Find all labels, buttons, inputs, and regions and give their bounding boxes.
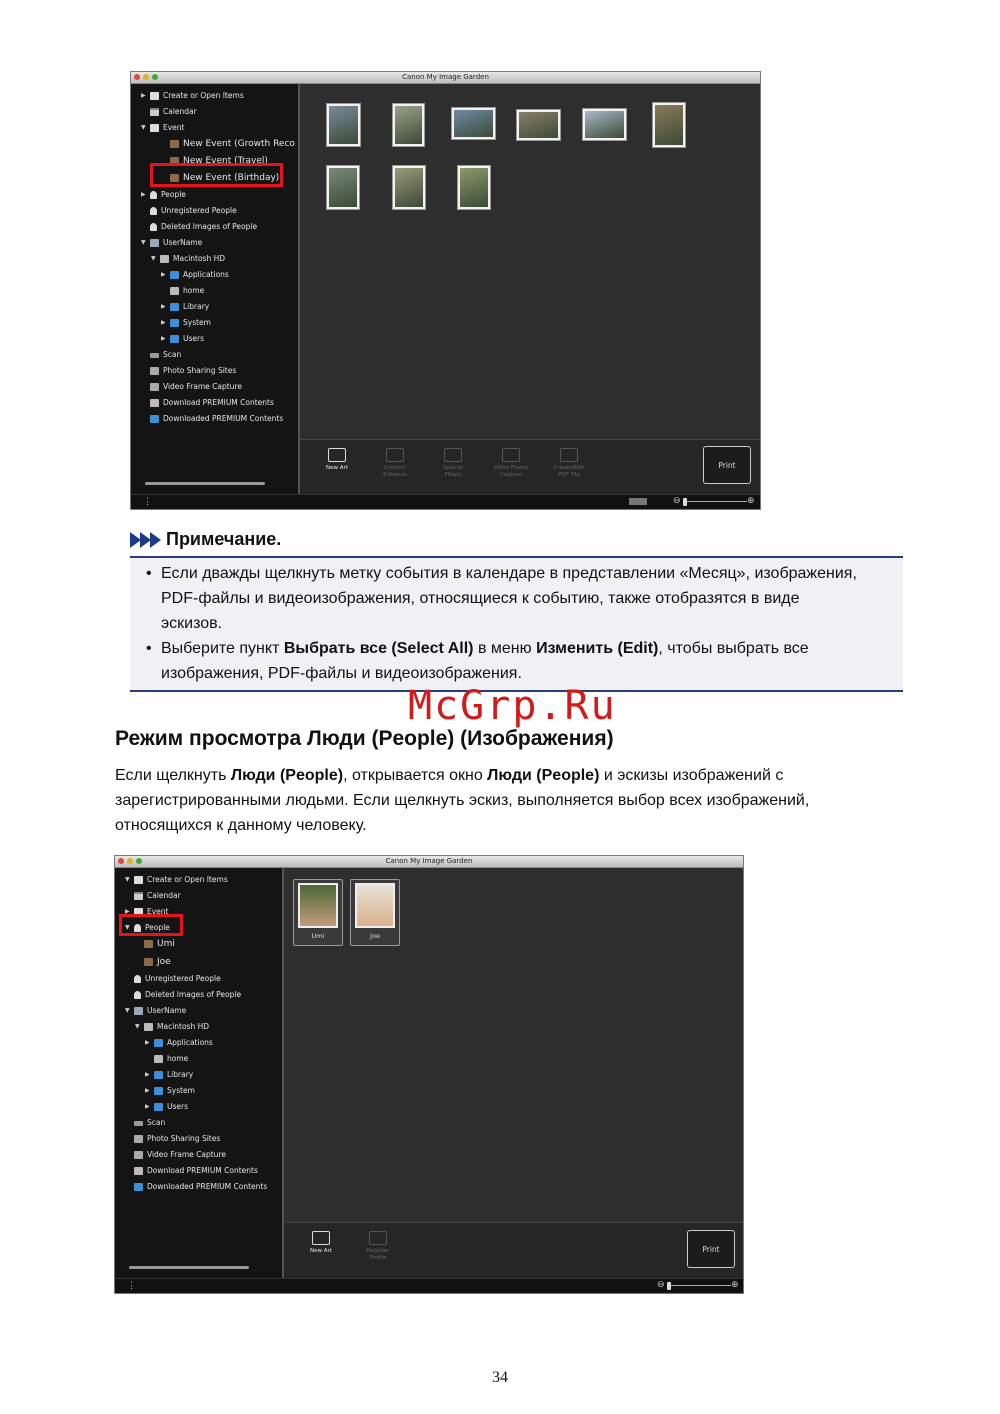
photo-thumbnail[interactable] [326, 103, 361, 147]
close-window-button[interactable] [134, 74, 140, 80]
tool-new-art[interactable] [316, 448, 358, 472]
person-face-image [355, 883, 395, 928]
photo-thumbnail[interactable] [457, 165, 491, 210]
sidebar-item-scan[interactable] [141, 348, 181, 362]
sidebar-item-label: home [167, 1054, 189, 1063]
disclosure-expanded-icon[interactable]: ▼ [125, 924, 130, 931]
close-window-button[interactable] [118, 858, 124, 864]
sidebar-item-label: Event [147, 907, 169, 916]
bullet-icon: • [146, 565, 152, 582]
note-line: Если дважды щелкнуть метку события в календаре в представлении «Месяц», изображения, [161, 565, 857, 582]
disclosure-collapsed-icon[interactable]: ▶ [145, 1103, 150, 1110]
sidebar-item-label: Deleted Images of People [145, 990, 242, 999]
sidebar-item-label: Video Frame Capture [147, 1150, 226, 1159]
sidebar-item-library[interactable] [145, 1068, 193, 1082]
disclosure-collapsed-icon[interactable]: ▶ [141, 92, 146, 99]
note-heading: Примечание. [130, 529, 281, 550]
window-title: Canon My Image Garden [385, 857, 473, 865]
sidebar-item-deleted-images-of-people[interactable] [125, 988, 241, 1002]
photo-image [460, 168, 488, 207]
sidebar-item-label: New Event (Birthday) [183, 173, 280, 183]
watermark: McGrp.Ru [408, 683, 617, 729]
person-icon [150, 207, 157, 215]
zoom-window-button[interactable] [136, 858, 142, 864]
sidebar-item-label: Library [167, 1070, 194, 1079]
tool-label: New Art [326, 465, 348, 471]
bullet-icon: • [146, 640, 152, 657]
sidebar-item-label: Downloaded PREMIUM Contents [147, 1182, 268, 1191]
sidebar-item-label: Applications [167, 1038, 213, 1047]
person-card[interactable] [350, 879, 400, 946]
calendar-icon [150, 108, 159, 116]
disclosure-collapsed-icon[interactable]: ▶ [145, 1071, 150, 1078]
tool-label: Register Profile [366, 1248, 390, 1261]
sidebar-item-users[interactable] [145, 1100, 188, 1114]
sidebar-item-people[interactable] [141, 188, 186, 202]
window-title: Canon My Image Garden [402, 73, 489, 81]
sidebar-scrollbar[interactable] [145, 482, 265, 485]
sidebar-item-macintosh-hd[interactable] [151, 252, 225, 266]
disk-icon [144, 1023, 153, 1031]
disclosure-collapsed-icon[interactable]: ▶ [161, 271, 166, 278]
sidebar-item-system[interactable] [145, 1084, 195, 1098]
highlight-people [119, 914, 183, 936]
disk-icon [160, 255, 169, 263]
sidebar-item-create-or-open-items[interactable] [141, 89, 244, 103]
sidebar-item-label: People [145, 923, 170, 932]
tool-register-profile [357, 1231, 399, 1262]
folder-icon [154, 1071, 163, 1079]
sidebar-item-label: Download PREMIUM Contents [147, 1166, 258, 1175]
calendar-icon [134, 892, 143, 900]
tool-label: Video Frame Capture [493, 465, 529, 478]
tool-correct-enhance [374, 448, 416, 479]
sidebar-item-label: Scan [163, 350, 182, 359]
tool-label: Special Filters [443, 465, 463, 478]
photo-thumbnail[interactable] [652, 102, 686, 148]
photo-image [329, 106, 358, 144]
download-icon [134, 1167, 143, 1175]
sidebar-item-username[interactable] [141, 236, 202, 250]
tool-create-edit-pdf-file [548, 448, 590, 479]
monitor-icon [150, 239, 159, 247]
photo-image [655, 105, 683, 145]
disclosure-expanded-icon[interactable]: ▼ [141, 124, 146, 131]
sidebar-item-joe[interactable] [135, 955, 171, 969]
sidebar-item-label: Deleted Images of People [161, 222, 258, 231]
info-icon[interactable]: ⋮ [143, 496, 152, 506]
status-bar [131, 494, 760, 509]
sidebar-item-new-event-growth-reco[interactable] [161, 137, 295, 151]
tool-icon [328, 448, 346, 462]
tool-icon [312, 1231, 330, 1245]
sidebar-item-label: People [161, 190, 186, 199]
photo-sharing-icon [134, 1135, 143, 1143]
sidebar-item-users[interactable] [161, 332, 204, 346]
sidebar-item-downloaded-premium-contents[interactable] [141, 412, 283, 426]
tool-new-art[interactable] [300, 1231, 342, 1255]
app-window-event [130, 71, 761, 510]
photo-thumbnail[interactable] [392, 103, 425, 147]
disclosure-expanded-icon[interactable]: ▼ [141, 239, 146, 246]
sidebar-item-label: System [183, 318, 211, 327]
photo-thumbnail[interactable] [582, 108, 627, 141]
downloaded-icon [150, 415, 159, 423]
folder-icon [154, 1103, 163, 1111]
folder-icon [170, 271, 179, 279]
disclosure-expanded-icon[interactable]: ▼ [151, 255, 156, 262]
zoom-out-icon[interactable]: ⊖ [673, 495, 681, 505]
disclosure-collapsed-icon[interactable]: ▶ [145, 1039, 150, 1046]
person-face-image [298, 883, 338, 928]
home-icon [154, 1055, 163, 1063]
sidebar-item-label: UserName [147, 1006, 187, 1015]
sidebar-item-label: Photo Sharing Sites [163, 366, 237, 375]
photo-image [395, 168, 423, 207]
sidebar-item-deleted-images-of-people[interactable] [141, 220, 257, 234]
event-photo-icon [170, 140, 179, 148]
people-area [284, 868, 744, 1222]
sidebar-item-photo-sharing-sites[interactable] [125, 1132, 220, 1146]
sidebar-item-label: Applications [183, 270, 229, 279]
folder-icon [154, 1039, 163, 1047]
film-icon [150, 383, 159, 391]
sidebar-item-label: Users [183, 334, 205, 343]
sidebar-item-label: Library [183, 302, 210, 311]
sidebar-item-home[interactable] [145, 1052, 188, 1066]
sidebar-item-label: home [183, 286, 205, 295]
home-icon [170, 287, 179, 295]
sidebar-item-scan[interactable] [125, 1116, 165, 1130]
sidebar-item-download-premium-contents[interactable] [125, 1164, 258, 1178]
person-icon [134, 991, 141, 999]
sidebar-item-label: New Event (Travel) [183, 156, 268, 166]
sidebar-item-video-frame-capture[interactable] [141, 380, 242, 394]
monitor-icon [134, 1007, 143, 1015]
photo-sharing-icon [150, 367, 159, 375]
print-button[interactable]: Print [703, 446, 751, 484]
disclosure-expanded-icon[interactable]: ▼ [125, 1007, 130, 1014]
section-heading: Режим просмотра Люди (People) (Изображения) [115, 727, 614, 750]
sidebar-item-label: Photo Sharing Sites [147, 1134, 221, 1143]
info-icon[interactable]: ⋮ [127, 1280, 136, 1290]
folder-icon [170, 303, 179, 311]
app-window-people [114, 855, 744, 1294]
person-name: Umi [311, 932, 325, 940]
sidebar-item-label: Umi [157, 939, 175, 949]
disclosure-expanded-icon[interactable]: ▼ [135, 1023, 140, 1030]
person-icon [150, 191, 157, 199]
folder-icon [154, 1087, 163, 1095]
person-name: Joe [370, 932, 380, 940]
zoom-out-icon[interactable]: ⊖ [657, 1279, 665, 1289]
sidebar-item-label: Scan [147, 1118, 166, 1127]
photo-thumbnail[interactable] [326, 165, 360, 210]
sidebar-item-label: Create or Open Items [163, 91, 244, 100]
zoom-slider[interactable] [657, 1279, 741, 1290]
download-icon [150, 399, 159, 407]
minimize-window-button[interactable] [143, 74, 149, 80]
window-titlebar [131, 72, 760, 84]
zoom-window-button[interactable] [152, 74, 158, 80]
note-line: Выберите пункт Выбрать все (Select All) в меню Изменить (Edit), чтобы выбрать все [161, 640, 809, 657]
view-mode-icon[interactable] [629, 498, 647, 505]
window-titlebar [115, 856, 743, 868]
sidebar-item-label: Create or Open Items [147, 875, 228, 884]
print-button[interactable]: Print [687, 1230, 735, 1268]
disclosure-collapsed-icon[interactable]: ▶ [161, 335, 166, 342]
paragraph-line: зарегистрированными людьми. Если щелкнуть эскиз, выполняется выбор всех изображений, [115, 792, 810, 809]
disclosure-collapsed-icon[interactable]: ▶ [161, 319, 166, 326]
photo-thumbnail[interactable] [392, 165, 426, 210]
sidebar-item-label: Joe [157, 957, 171, 967]
sidebar-item-video-frame-capture[interactable] [125, 1148, 226, 1162]
sidebar-item-applications[interactable] [145, 1036, 213, 1050]
disclosure-expanded-icon[interactable]: ▼ [125, 876, 130, 883]
bottom-toolbar [300, 439, 761, 497]
sidebar-item-label: Unregistered People [161, 206, 237, 215]
event-icon [150, 124, 159, 132]
page-number: 34 [492, 1369, 508, 1386]
film-icon [134, 1151, 143, 1159]
sidebar-item-home[interactable] [161, 284, 204, 298]
sidebar-item-label: Users [167, 1102, 189, 1111]
sidebar-item-label: Event [163, 123, 185, 132]
note-line: PDF-файлы и видеоизображения, относящиеся к событию, также отобразятся в виде [161, 590, 800, 607]
photo-thumbnail[interactable] [516, 109, 561, 141]
zoom-in-icon[interactable]: ⊕ [731, 1279, 739, 1289]
tool-icon [386, 448, 404, 462]
person-icon [134, 975, 141, 983]
sidebar-item-label: Downloaded PREMIUM Contents [163, 414, 284, 423]
sidebar-item-macintosh-hd[interactable] [135, 1020, 209, 1034]
create-icon [150, 92, 159, 100]
sidebar-item-label: Macintosh HD [157, 1022, 210, 1031]
photo-image [585, 111, 624, 138]
disclosure-collapsed-icon[interactable]: ▶ [145, 1087, 150, 1094]
sidebar-item-unregistered-people[interactable] [125, 972, 221, 986]
sidebar-item-username[interactable] [125, 1004, 186, 1018]
sidebar-item-label: Calendar [163, 107, 197, 116]
status-bar [115, 1278, 743, 1293]
sidebar-item-download-premium-contents[interactable] [141, 396, 274, 410]
sidebar-item-label: Video Frame Capture [163, 382, 242, 391]
sidebar-item-unregistered-people[interactable] [141, 204, 237, 218]
photo-image [454, 110, 493, 137]
scan-icon [150, 353, 159, 358]
paragraph-line: Если щелкнуть Люди (People), открывается окно Люди (People) и эскизы изображений с [115, 767, 784, 784]
zoom-in-icon[interactable]: ⊕ [747, 495, 755, 505]
disclosure-collapsed-icon[interactable]: ▶ [141, 191, 146, 198]
tool-label: New Art [310, 1248, 332, 1254]
bottom-toolbar [284, 1222, 744, 1281]
paragraph-line: относящихся к данному человеку. [115, 817, 367, 834]
tool-icon [502, 448, 520, 462]
sidebar-item-label: Calendar [147, 891, 181, 900]
sidebar-item-umi[interactable] [135, 937, 175, 951]
sidebar-item-photo-sharing-sites[interactable] [141, 364, 236, 378]
minimize-window-button[interactable] [127, 858, 133, 864]
tool-video-frame-capture [490, 448, 532, 479]
highlight-new-event-birthday [150, 163, 283, 187]
tool-label: Correct/ Enhance [383, 465, 407, 478]
person-icon [150, 223, 157, 231]
tool-icon [444, 448, 462, 462]
person-photo-icon [144, 940, 153, 948]
photo-thumbnail[interactable] [451, 107, 496, 140]
zoom-slider[interactable] [673, 495, 757, 506]
tool-label: Create/Edit PDF File [553, 465, 585, 478]
folder-icon [170, 319, 179, 327]
photo-image [519, 112, 558, 138]
sidebar-item-label: UserName [163, 238, 203, 247]
photo-image [329, 168, 357, 207]
sidebar-item-calendar[interactable] [125, 889, 181, 903]
folder-icon [170, 335, 179, 343]
tool-icon [560, 448, 578, 462]
sidebar-item-create-or-open-items[interactable] [125, 873, 228, 887]
sidebar-item-event[interactable] [141, 121, 185, 135]
sidebar-item-downloaded-premium-contents[interactable] [125, 1180, 267, 1194]
sidebar-item-system[interactable] [161, 316, 211, 330]
photo-image [395, 106, 422, 144]
disclosure-collapsed-icon[interactable]: ▶ [125, 908, 130, 915]
note-line: эскизов. [161, 615, 223, 632]
tool-icon [369, 1231, 387, 1245]
note-line: изображения, PDF-файлы и видеоизображения. [161, 665, 522, 682]
sidebar-item-applications[interactable] [161, 268, 229, 282]
thumbnail-area [300, 84, 761, 439]
person-card[interactable] [293, 879, 343, 946]
scan-icon [134, 1121, 143, 1126]
sidebar-item-calendar[interactable] [141, 105, 197, 119]
sidebar-tree [131, 84, 300, 496]
create-icon [134, 876, 143, 884]
disclosure-collapsed-icon[interactable]: ▶ [161, 303, 166, 310]
note-chevron-icon [130, 532, 160, 548]
sidebar-item-label: Download PREMIUM Contents [163, 398, 274, 407]
tool-special-filters [432, 448, 474, 479]
sidebar-item-label: System [167, 1086, 195, 1095]
downloaded-icon [134, 1183, 143, 1191]
sidebar-item-label: New Event (Growth Reco [183, 139, 295, 149]
person-photo-icon [144, 958, 153, 966]
sidebar-item-library[interactable] [161, 300, 209, 314]
sidebar-item-label: Unregistered People [145, 974, 221, 983]
sidebar-item-label: Macintosh HD [173, 254, 226, 263]
sidebar-scrollbar[interactable] [129, 1266, 249, 1269]
